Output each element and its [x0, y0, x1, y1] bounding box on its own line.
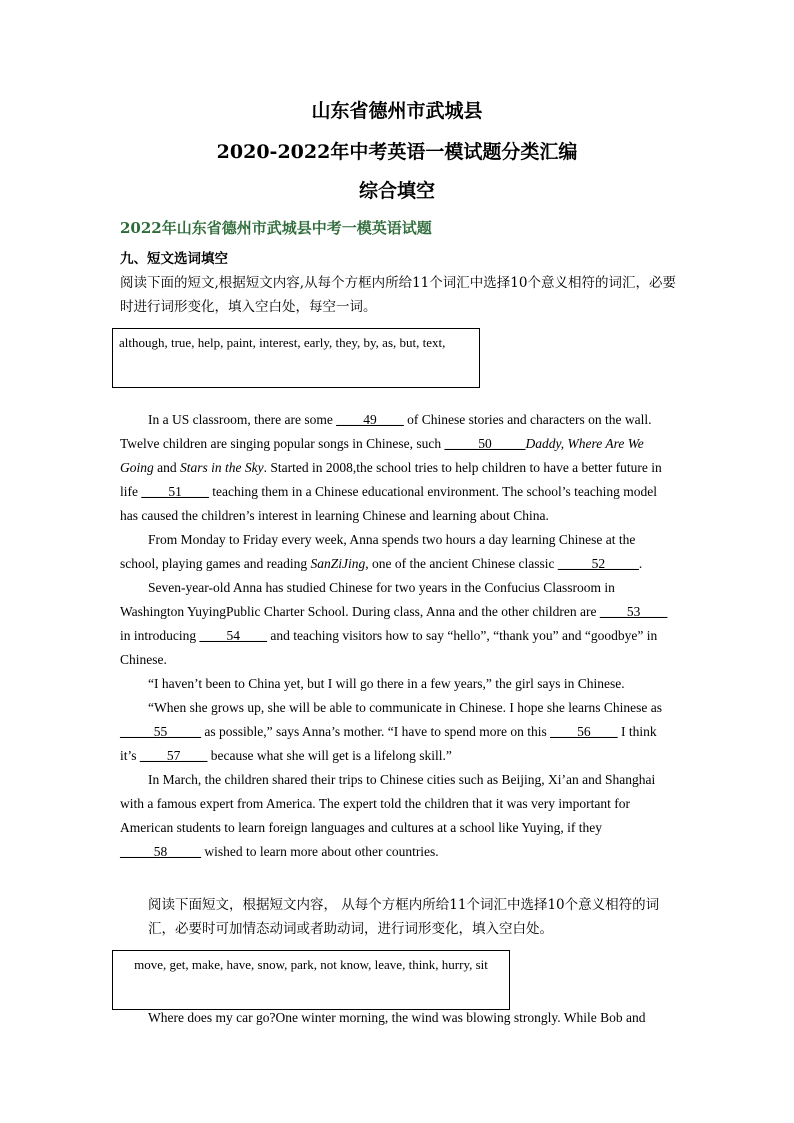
title-category: 综合填空	[358, 180, 435, 202]
paragraph-5: “When she grows up, she will be able to communicate in Chinese. I hope she learns Chinese as _____55_____ as possible,” says Anna’s mother. “I have to spend more on this ____56____ I think it’s ____57____ because what she will get is a lifelong skill.”	[120, 700, 662, 763]
blank-55: _____55_____	[120, 724, 201, 739]
word-box-2: move, get, make, have, snow, park, not know, leave, think, hurry, sit	[112, 950, 510, 1010]
title-region: 山东省德州市武城县	[311, 100, 483, 122]
blank-58: _____58_____	[120, 844, 201, 859]
blank-50: _____50_____	[444, 436, 526, 451]
blank-56: ____56____	[550, 724, 618, 739]
blank-49: ____49____	[336, 412, 404, 427]
paragraph-2: From Monday to Friday every week, Anna spends two hours a day learning Chinese at the school, playing games and reading SanZiJing, one of the ancient Chinese classic _____52_____.	[120, 532, 643, 571]
section-subheading: 九、短文选词填空	[120, 251, 228, 267]
word-box-1: although, true, help, paint, interest, early, they, by, as, but, text,	[112, 328, 480, 388]
blank-53: ____53____	[599, 604, 668, 619]
paragraph-3: Seven-year-old Anna has studied Chinese for two years in the Confucius Classroom in Washington YuyingPublic Charter School. During class, Anna and the other children are ____53____ in introducing ____54____ and teaching visitors how to say “hello”, “thank you” and “goodbye” in Chinese.	[120, 580, 668, 667]
paragraph-1: In a US classroom, there are some ____49____ of Chinese stories and characters on the wall. Twelve children are singing popular songs in Chinese, such _____50_____Daddy, Where Are We Going and Stars in the Sky. Started in 2008,the school tries to help children to have a better future in life ____51____ teaching them in a Chinese educational environment. The school’s teaching model has caused the children’s interest in learning Chinese and learning about China.	[120, 412, 662, 523]
section-heading: 2022年山东省德州市武城县中考一模英语试题	[120, 219, 432, 237]
passage-1	[120, 408, 670, 864]
blank-51: ____51____	[141, 484, 209, 499]
blank-57: ____57____	[139, 748, 208, 763]
instruction-2: 阅读下面短文，根据短文内容， 从每个方框内所给11个词汇中选择10个意义相符的词汇，必要时可加情态动词或者助动词，进行词形变化，填入空白处。	[148, 897, 660, 937]
instruction-1: 阅读下面的短文,根据短文内容,从每个方框内所给11个词汇中选择10个意义相符的词汇，必要时进行词形变化，填入空白处，每空一词。	[120, 275, 676, 315]
paragraph-4: “I haven’t been to China yet, but I will go there in a few years,” the girl says in Chinese.	[148, 676, 625, 691]
paragraph-6: In March, the children shared their trips to Chinese cities such as Beijing, Xi’an and Shanghai with a famous expert from America. The expert told the children that it was very important for American students to learn foreign languages and cultures at a school like Yuying, if they _____58_____ wished to learn more about other countries.	[120, 772, 656, 859]
blank-52: _____52_____	[557, 556, 639, 571]
title-exam-series: 2020-2022年中考英语一模试题分类汇编	[216, 141, 578, 163]
blank-54: ____54____	[199, 628, 267, 643]
passage-2	[120, 1006, 670, 1030]
passage-2-first-line: Where does my car go?One winter morning, the wind was blowing strongly. While Bob and	[148, 1010, 646, 1025]
